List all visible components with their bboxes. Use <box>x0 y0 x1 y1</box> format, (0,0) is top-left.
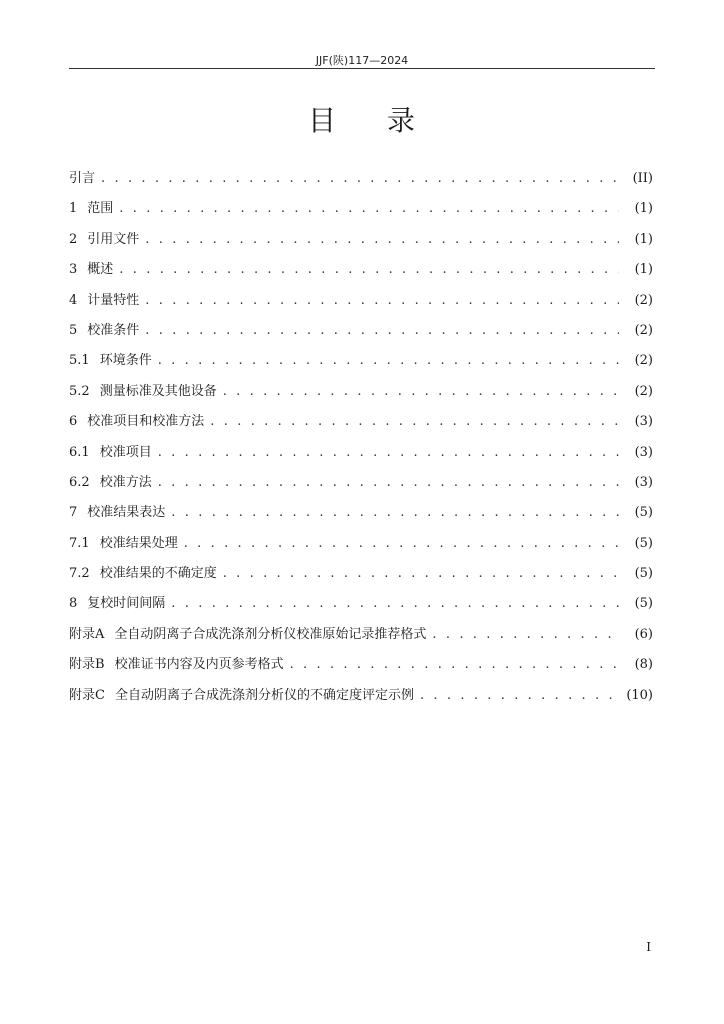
toc-page-number: (1) <box>634 262 653 278</box>
toc-section-number: 3 <box>69 262 78 278</box>
table-of-contents <box>69 168 653 715</box>
toc-page-number: (3) <box>634 444 653 460</box>
toc-section-number: 附录A <box>69 626 105 642</box>
toc-row[interactable] <box>69 198 653 228</box>
page-header-standard-code: JJF(陕)117—2024 <box>315 54 409 67</box>
toc-dot-leader <box>210 411 619 433</box>
toc-row[interactable] <box>69 442 653 472</box>
toc-page-number: (2) <box>634 383 653 399</box>
toc-row[interactable] <box>69 502 653 532</box>
toc-section-number: 7.1 <box>69 535 90 551</box>
toc-row[interactable] <box>69 411 653 441</box>
page-title-char-1: 目 <box>307 104 337 137</box>
toc-section-number: 4 <box>69 292 78 308</box>
toc-row[interactable] <box>69 685 653 715</box>
toc-row[interactable] <box>69 259 653 289</box>
toc-section-number: 7.2 <box>69 566 90 582</box>
toc-section-number: 6 <box>69 414 78 430</box>
toc-section-title: 环境条件 <box>99 353 152 369</box>
toc-row[interactable] <box>69 350 653 380</box>
toc-page-number: (1) <box>634 231 653 247</box>
toc-section-number: 7 <box>69 505 78 521</box>
toc-section-title: 引用文件 <box>87 231 140 247</box>
toc-page-number: (2) <box>634 322 653 338</box>
toc-section-title: 全自动阴离子合成洗涤剂分析仪校准原始记录推荐格式 <box>114 626 427 642</box>
toc-section-title: 校准方法 <box>99 474 152 490</box>
toc-section-title: 校准证书内容及内页参考格式 <box>114 657 284 673</box>
toc-section-number: 6.2 <box>69 474 90 490</box>
toc-dot-leader <box>171 502 619 524</box>
toc-dot-leader <box>145 229 619 251</box>
toc-section-number: 1 <box>69 201 78 217</box>
toc-page-number: (5) <box>634 505 653 521</box>
toc-page-number: (2) <box>634 292 653 308</box>
toc-page-number: (5) <box>634 596 653 612</box>
toc-dot-leader <box>420 685 619 707</box>
toc-page-number: (5) <box>634 535 653 551</box>
toc-section-title: 范围 <box>87 201 114 217</box>
toc-dot-leader <box>119 259 619 281</box>
toc-section-number: 5 <box>69 322 78 338</box>
toc-row[interactable] <box>69 229 653 259</box>
toc-dot-leader <box>158 442 619 464</box>
toc-section-title: 校准项目和校准方法 <box>87 414 205 430</box>
toc-dot-leader <box>158 350 619 372</box>
toc-section-title: 全自动阴离子合成洗涤剂分析仪的不确定度评定示例 <box>114 687 414 703</box>
toc-section-number: 2 <box>69 231 78 247</box>
toc-dot-leader <box>101 168 619 190</box>
toc-row[interactable] <box>69 533 653 563</box>
toc-section-number: 6.1 <box>69 444 90 460</box>
toc-dot-leader <box>290 654 619 676</box>
toc-section-title: 测量标准及其他设备 <box>99 383 217 399</box>
toc-row[interactable] <box>69 563 653 593</box>
toc-page-number: (5) <box>634 566 653 582</box>
toc-row[interactable] <box>69 320 653 350</box>
toc-section-title: 校准结果的不确定度 <box>99 566 217 582</box>
toc-page-number: (10) <box>626 687 653 703</box>
toc-dot-leader <box>145 290 619 312</box>
toc-section-number: 5.1 <box>69 353 90 369</box>
toc-row[interactable] <box>69 381 653 411</box>
toc-section-title: 复校时间间隔 <box>87 596 166 612</box>
toc-page-number: (3) <box>634 414 653 430</box>
toc-dot-leader <box>145 320 619 342</box>
toc-section-number: 附录C <box>69 687 105 703</box>
toc-row[interactable] <box>69 472 653 502</box>
toc-section-title: 引言 <box>69 171 96 186</box>
toc-section-number: 5.2 <box>69 383 90 399</box>
header-rule <box>69 68 655 69</box>
toc-page-number: (8) <box>634 657 653 673</box>
toc-section-number: 8 <box>69 596 78 612</box>
toc-section-title: 校准条件 <box>87 322 140 338</box>
toc-dot-leader <box>184 533 619 555</box>
toc-page-number: (II) <box>632 171 653 186</box>
toc-page-number: (1) <box>634 201 653 217</box>
toc-dot-leader <box>223 381 619 403</box>
toc-row[interactable] <box>69 168 653 198</box>
toc-dot-leader <box>158 472 619 494</box>
toc-section-title: 校准结果表达 <box>87 505 166 521</box>
toc-section-title: 概述 <box>87 262 114 278</box>
toc-section-title: 计量特性 <box>87 292 140 308</box>
toc-section-number: 附录B <box>69 657 105 673</box>
toc-section-title: 校准结果处理 <box>99 535 178 551</box>
toc-row[interactable] <box>69 290 653 320</box>
toc-page-number: (3) <box>634 474 653 490</box>
toc-dot-leader <box>119 198 619 220</box>
toc-section-title: 校准项目 <box>99 444 152 460</box>
toc-page-number: (2) <box>634 353 653 369</box>
toc-row[interactable] <box>69 654 653 684</box>
page-title-char-2: 录 <box>387 104 417 137</box>
page-title <box>0 104 724 138</box>
toc-dot-leader <box>432 624 619 646</box>
toc-row[interactable] <box>69 624 653 654</box>
toc-dot-leader <box>223 563 619 585</box>
page-number: I <box>646 940 651 954</box>
toc-row[interactable] <box>69 593 653 623</box>
toc-page-number: (6) <box>634 626 653 642</box>
toc-dot-leader <box>171 593 619 615</box>
